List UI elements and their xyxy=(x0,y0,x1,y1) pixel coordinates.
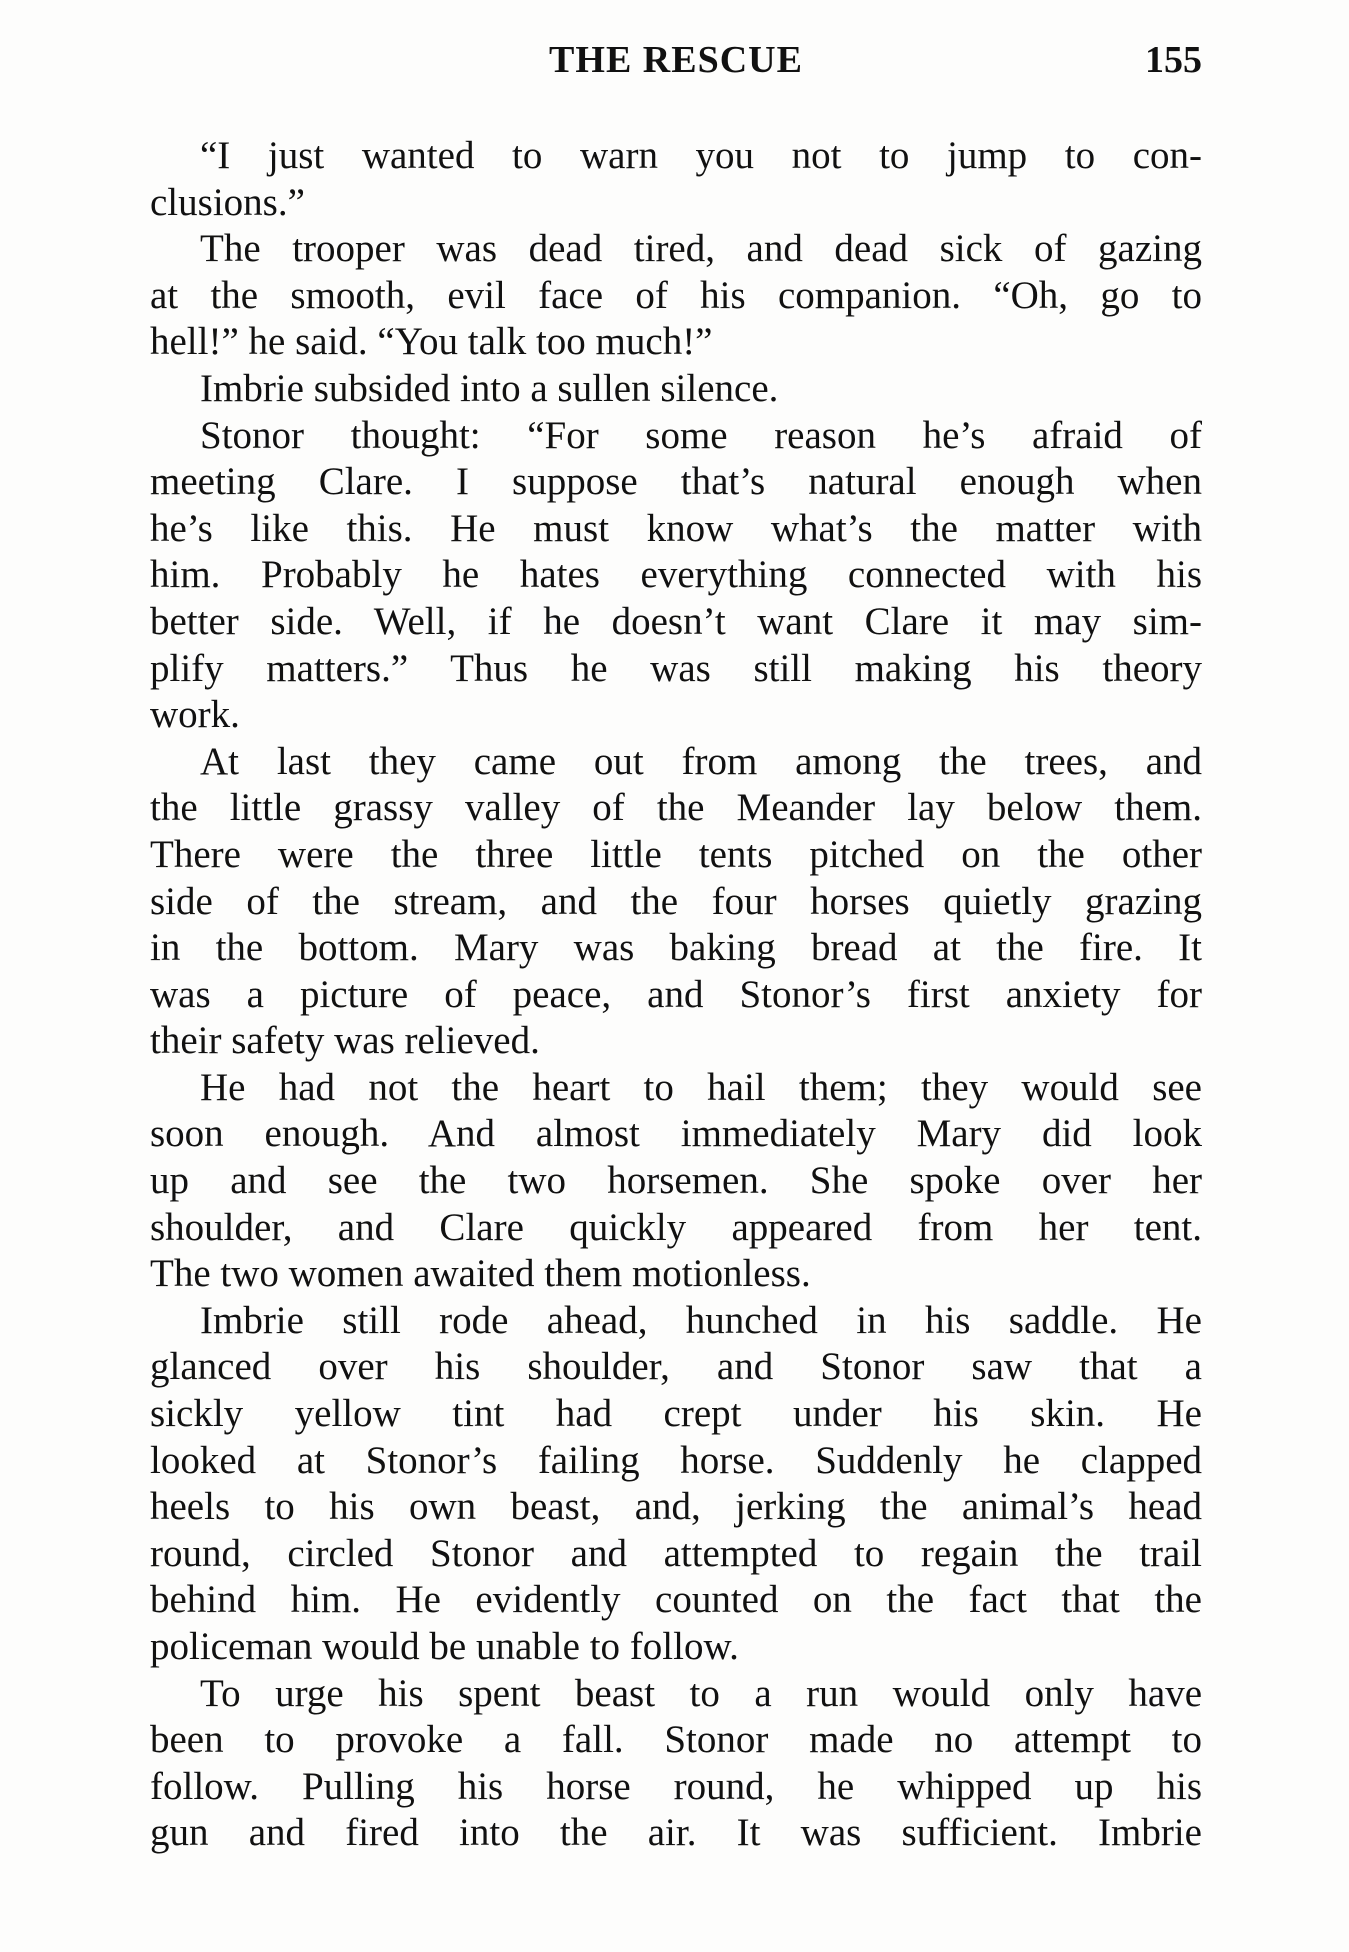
text-line: plify matters.” Thus he was still making his theory xyxy=(150,646,1202,690)
text-line: Imbrie subsided into a sullen silence. xyxy=(200,366,779,410)
text-line: looked at Stonor’s failing horse. Suddenly he clapped xyxy=(150,1438,1202,1482)
text-line: in the bottom. Mary was baking bread at the fire. It xyxy=(150,926,1202,970)
text-line: soon enough. And almost immediately Mary did look xyxy=(150,1112,1202,1156)
text-line: better side. Well, if he doesn’t want Clare it may sim- xyxy=(150,599,1202,643)
text-line: he’s like this. He must know what’s the matter with xyxy=(150,506,1202,550)
text-line: At last they came out from among the trees, and xyxy=(200,739,1202,783)
text-line: The two women awaited them motionless. xyxy=(150,1252,811,1296)
running-head xyxy=(150,38,1202,88)
running-title: THE RESCUE xyxy=(549,39,803,81)
text-line: at the smooth, evil face of his companion. “Oh, go to xyxy=(150,273,1202,317)
text-line: follow. Pulling his horse round, he whipped up his xyxy=(150,1764,1202,1808)
text-line: was a picture of peace, and Stonor’s first anxiety for xyxy=(150,972,1202,1016)
text-line: There were the three little tents pitched on the other xyxy=(150,832,1202,876)
text-line: sickly yellow tint had crept under his skin. He xyxy=(150,1392,1202,1436)
text-line: been to provoke a fall. Stonor made no attempt to xyxy=(150,1718,1202,1762)
text-line: Imbrie still rode ahead, hunched in his saddle. He xyxy=(200,1298,1202,1342)
text-line: hell!” he said. “You talk too much!” xyxy=(150,320,713,364)
text-line: Stonor thought: “For some reason he’s afraid of xyxy=(200,413,1202,457)
text-line: the little grassy valley of the Meander lay below them. xyxy=(150,786,1202,830)
text-line: To urge his spent beast to a run would only have xyxy=(200,1671,1202,1715)
text-line: side of the stream, and the four horses quietly grazing xyxy=(150,879,1202,923)
text-line: meeting Clare. I suppose that’s natural enough when xyxy=(150,460,1202,504)
body-text xyxy=(150,133,1202,1857)
text-line: shoulder, and Clare quickly appeared from her tent. xyxy=(150,1205,1202,1249)
text-line: policeman would be unable to follow. xyxy=(150,1625,739,1668)
text-line: gun and fired into the air. It was sufficient. Imbrie xyxy=(150,1811,1202,1855)
text-line: “I just wanted to warn you not to jump to con- xyxy=(200,134,1202,177)
text-line: The trooper was dead tired, and dead sick of gazing xyxy=(200,227,1202,271)
text-line: round, circled Stonor and attempted to regain the trail xyxy=(150,1531,1202,1575)
text-line: him. Probably he hates everything connected with his xyxy=(150,553,1202,597)
text-line: clusions.” xyxy=(150,180,305,224)
text-line: glanced over his shoulder, and Stonor saw that a xyxy=(150,1345,1202,1389)
text-line: work. xyxy=(150,693,240,737)
text-line: He had not the heart to hail them; they would see xyxy=(200,1065,1202,1109)
text-line: their safety was relieved. xyxy=(150,1019,540,1063)
text-line: behind him. He evidently counted on the fact that the xyxy=(150,1578,1202,1622)
page-number: 155 xyxy=(1145,39,1202,81)
text-line: heels to his own beast, and, jerking the animal’s head xyxy=(150,1485,1202,1529)
text-line: up and see the two horsemen. She spoke over her xyxy=(150,1159,1202,1203)
